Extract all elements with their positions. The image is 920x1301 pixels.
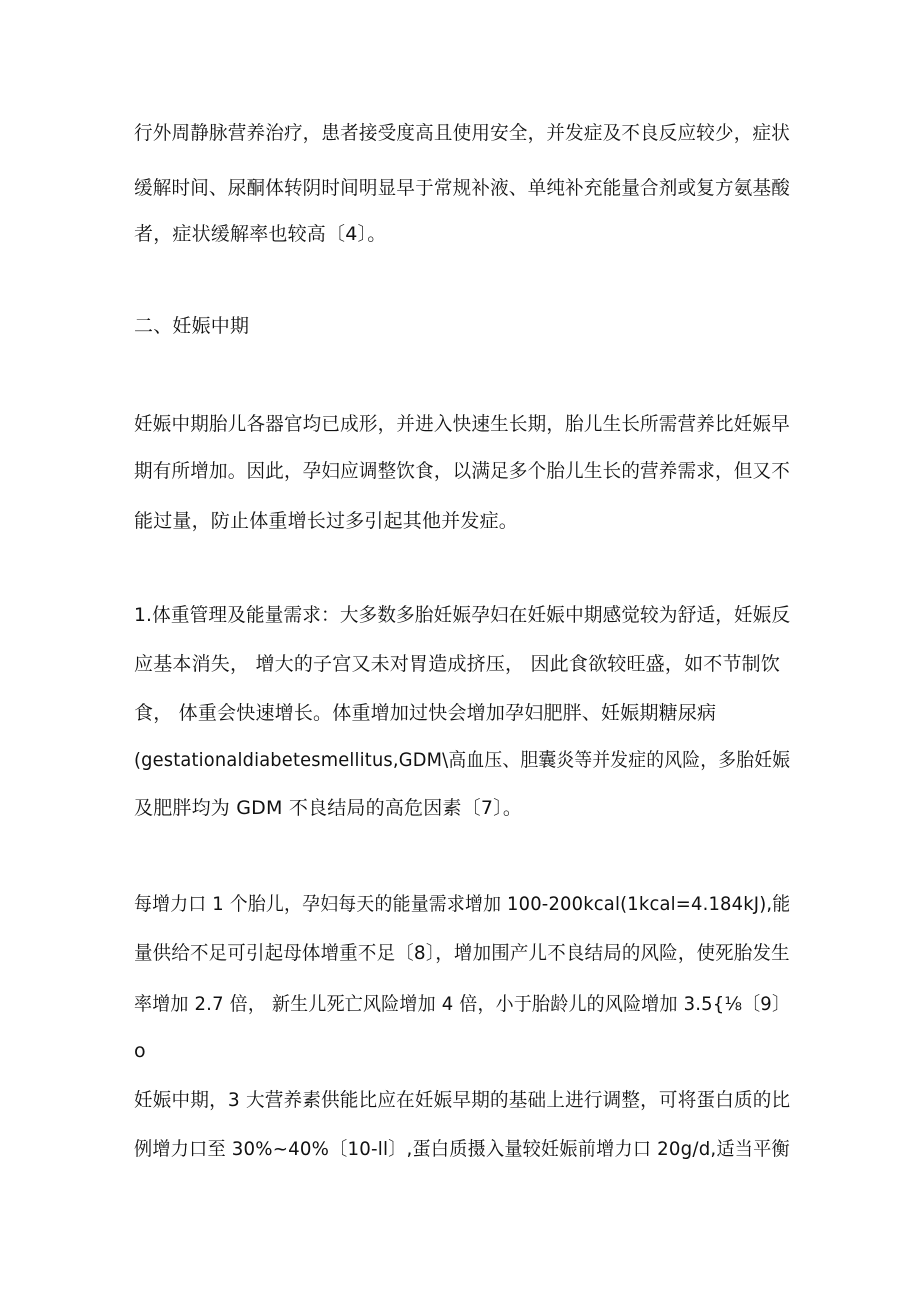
text-line: o bbox=[134, 1040, 146, 1062]
section-heading: 二、妊娠中期 bbox=[134, 315, 250, 337]
text-line: 期有所增加。因此，孕妇应调整饮食，以满足多个胎儿生长的营养需求，但又不 bbox=[134, 460, 791, 482]
text-line: 能过量，防止体重增长过多引起其他并发症。 bbox=[134, 510, 519, 532]
text-line: 量供给不足可引起母体增重不足〔8〕，增加围产儿不良结局的风险，使死胎发生 bbox=[134, 942, 790, 964]
text-line: 率增加 2.7 倍， 新生儿死亡风险增加 4 倍，小于胎龄儿的风险增加 3.5{⅛〔9〕 bbox=[134, 993, 791, 1015]
text-line: (gestationaldiabetesmellitus,GDM\高血压、胆囊炎等并发症的风险，多胎妊娠 bbox=[134, 749, 791, 771]
text-line: 食， 体重会快速增长。体重增加过快会增加孕妇肥胖、妊娠期糖尿病 bbox=[134, 702, 717, 724]
text-line: 妊娠中期，3 大营养素供能比应在妊娠早期的基础上进行调整，可将蛋白质的比 bbox=[134, 1089, 791, 1111]
text-line: 1.体重管理及能量需求：大多数多胎妊娠孕妇在妊娠中期感觉较为舒适，妊娠反 bbox=[134, 604, 791, 626]
text-line: 每增力口 1 个胎儿，孕妇每天的能量需求增加 100-200kcal(1kcal=4.184kJ),能 bbox=[134, 893, 791, 915]
text-line: 缓解时间、尿酮体转阴时间明显早于常规补液、单纯补充能量合剂或复方氨基酸 bbox=[134, 177, 791, 199]
text-line: 例增力口至 30%~40%〔10-ll〕,蛋白质摄入量较妊娠前增力口 20g/d,适当平衡 bbox=[134, 1138, 790, 1160]
text-line: 者，症状缓解率也较高〔4〕。 bbox=[134, 223, 387, 245]
text-line: 妊娠中期胎儿各器官均已成形，并进入快速生长期，胎儿生长所需营养比妊娠早 bbox=[134, 413, 791, 435]
text-line: 应基本消失， 增大的子宫又未对胃造成挤压， 因此食欲较旺盛，如不节制饮 bbox=[134, 653, 781, 675]
text-line: 及肥胖均为 GDM 不良结局的高危因素〔7〕。 bbox=[134, 797, 523, 819]
text-line: 行外周静脉营养治疗，患者接受度高且使用安全，并发症及不良反应较少，症状 bbox=[134, 122, 791, 144]
